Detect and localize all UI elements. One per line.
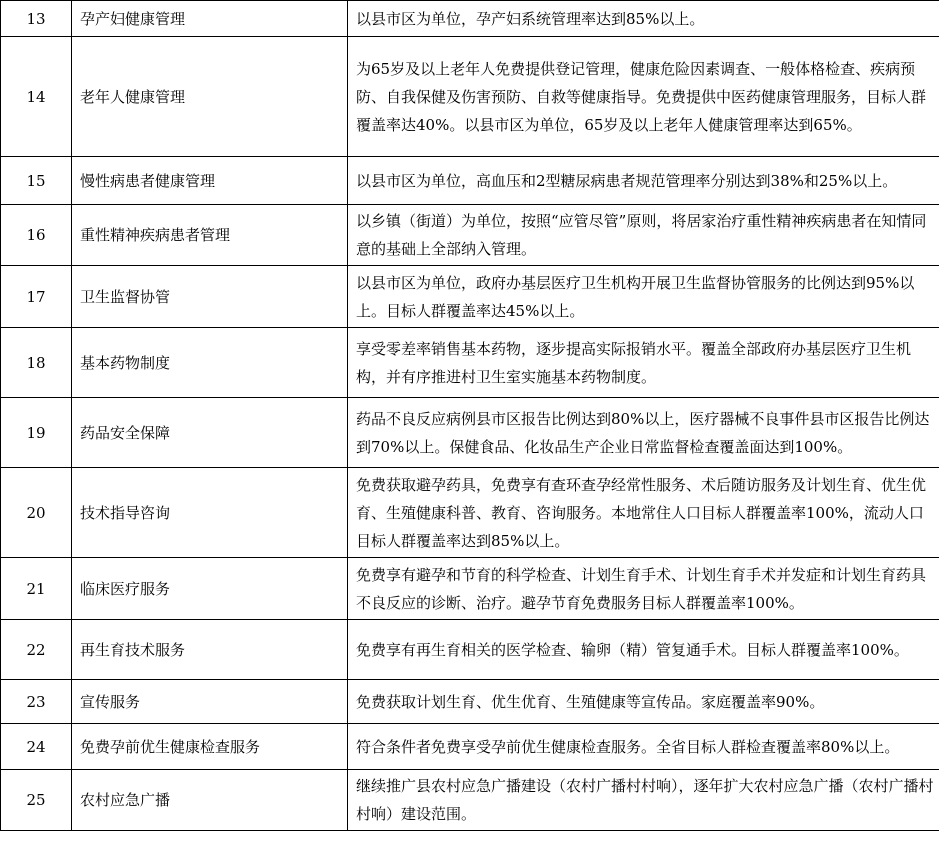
table-row (1, 328, 939, 398)
table-row (1, 620, 939, 680)
service-table-body (1, 1, 939, 831)
table-row (1, 770, 939, 831)
row-number: 22 (1, 620, 72, 680)
service-name: 宣传服务 (72, 680, 348, 724)
service-description: 以县市区为单位，孕产妇系统管理率达到85%以上。 (348, 1, 939, 37)
service-description: 药品不良反应病例县市区报告比例达到80%以上，医疗器械不良事件县市区报告比例达到70%以上。保健食品、化妆品生产企业日常监督检查覆盖面达到100%。 (348, 398, 939, 468)
table-row (1, 680, 939, 724)
row-number: 18 (1, 328, 72, 398)
service-name: 卫生监督协管 (72, 266, 348, 328)
service-name: 临床医疗服务 (72, 558, 348, 620)
service-name: 药品安全保障 (72, 398, 348, 468)
table-row (1, 724, 939, 770)
row-number: 23 (1, 680, 72, 724)
service-description: 免费享有避孕和节育的科学检查、计划生育手术、计划生育手术并发症和计划生育药具不良反应的诊断、治疗。避孕节育免费服务目标人群覆盖率100%。 (348, 558, 939, 620)
row-number: 13 (1, 1, 72, 37)
row-number: 19 (1, 398, 72, 468)
row-number: 21 (1, 558, 72, 620)
row-number: 16 (1, 205, 72, 266)
service-name: 孕产妇健康管理 (72, 1, 348, 37)
service-name: 农村应急广播 (72, 770, 348, 831)
service-description: 继续推广县农村应急广播建设（农村广播村村响），逐年扩大农村应急广播（农村广播村村响）建设范围。 (348, 770, 939, 831)
service-description: 以乡镇（街道）为单位，按照“应管尽管”原则，将居家治疗重性精神疾病患者在知情同意的基础上全部纳入管理。 (348, 205, 939, 266)
table-row (1, 468, 939, 558)
service-name: 重性精神疾病患者管理 (72, 205, 348, 266)
service-name: 基本药物制度 (72, 328, 348, 398)
row-number: 15 (1, 157, 72, 205)
service-description: 免费获取避孕药具，免费享有查环查孕经常性服务、术后随访服务及计划生育、优生优育、生殖健康科普、教育、咨询服务。本地常住人口目标人群覆盖率100%，流动人口目标人群覆盖率达到85%以上。 (348, 468, 939, 558)
service-name: 技术指导咨询 (72, 468, 348, 558)
table-row (1, 205, 939, 266)
service-description: 免费获取计划生育、优生优育、生殖健康等宣传品。家庭覆盖率90%。 (348, 680, 939, 724)
table-row (1, 558, 939, 620)
table-row (1, 1, 939, 37)
service-description: 以县市区为单位，高血压和2型糖尿病患者规范管理率分别达到38%和25%以上。 (348, 157, 939, 205)
table-row (1, 266, 939, 328)
service-name: 老年人健康管理 (72, 37, 348, 157)
service-description: 享受零差率销售基本药物，逐步提高实际报销水平。覆盖全部政府办基层医疗卫生机构，并有序推进村卫生室实施基本药物制度。 (348, 328, 939, 398)
service-name: 慢性病患者健康管理 (72, 157, 348, 205)
service-description: 符合条件者免费享受孕前优生健康检查服务。全省目标人群检查覆盖率80%以上。 (348, 724, 939, 770)
row-number: 24 (1, 724, 72, 770)
service-description: 免费享有再生育相关的医学检查、输卵（精）管复通手术。目标人群覆盖率100%。 (348, 620, 939, 680)
service-description: 为65岁及以上老年人免费提供登记管理，健康危险因素调查、一般体格检查、疾病预防、自我保健及伤害预防、自救等健康指导。免费提供中医药健康管理服务，目标人群覆盖率达40%。以县市区为单位，65岁及以上老年人健康管理率达到65%。 (348, 37, 939, 157)
row-number: 20 (1, 468, 72, 558)
service-description: 以县市区为单位，政府办基层医疗卫生机构开展卫生监督协管服务的比例达到95%以上。目标人群覆盖率达45%以上。 (348, 266, 939, 328)
table-row (1, 37, 939, 157)
service-name: 免费孕前优生健康检查服务 (72, 724, 348, 770)
table-row (1, 398, 939, 468)
row-number: 17 (1, 266, 72, 328)
service-name: 再生育技术服务 (72, 620, 348, 680)
table-row (1, 157, 939, 205)
row-number: 14 (1, 37, 72, 157)
row-number: 25 (1, 770, 72, 831)
